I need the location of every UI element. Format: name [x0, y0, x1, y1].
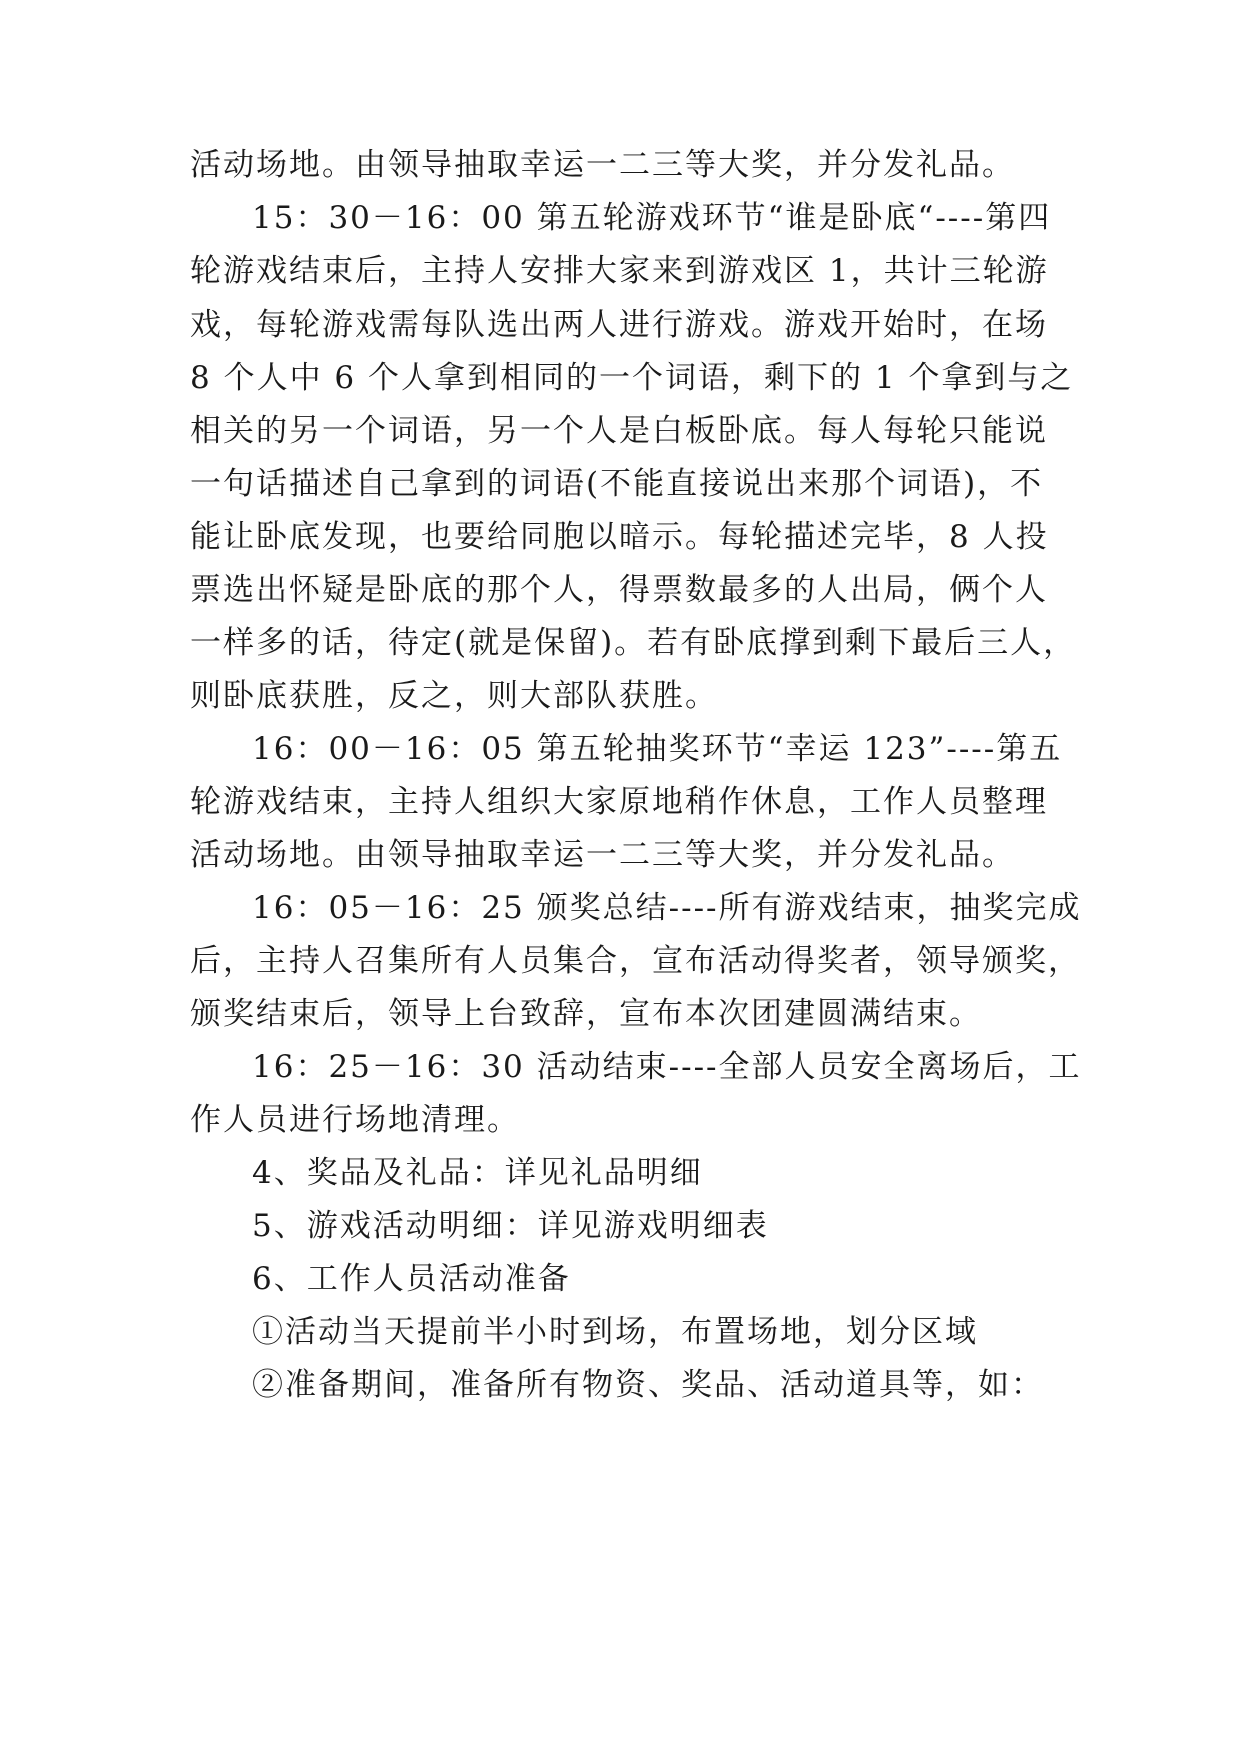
text-line-22: 6、工作人员活动准备: [252, 1261, 571, 1297]
text-line-23: ①活动当天提前半小时到场，布置场地，划分区域: [252, 1314, 978, 1350]
text-line-2: 15：30－16：00 第五轮游戏环节“谁是卧底“----第四: [252, 200, 1052, 236]
text-line-16: 后，主持人召集所有人员集合，宣布活动得奖者，领导颁奖，: [190, 943, 1081, 979]
text-line-18: 16：25－16：30 活动结束----全部人员安全离场后，工: [252, 1049, 1082, 1085]
text-line-3: 轮游戏结束后，主持人安排大家来到游戏区 1，共计三轮游: [190, 253, 1049, 289]
text-line-13: 轮游戏结束，主持人组织大家原地稍作休息，工作人员整理: [190, 784, 1048, 820]
text-line-5: 8 个人中 6 个人拿到相同的一个词语，剩下的 1 个拿到与之: [190, 360, 1074, 396]
text-line-20: 4、奖品及礼品：详见礼品明细: [252, 1155, 703, 1191]
text-line-6: 相关的另一个词语，另一个人是白板卧底。每人每轮只能说: [190, 413, 1048, 449]
text-line-11: 则卧底获胜，反之，则大部队获胜。: [190, 678, 718, 714]
text-line-21: 5、游戏活动明细：详见游戏明细表: [252, 1208, 769, 1244]
text-line-8: 能让卧底发现，也要给同胞以暗示。每轮描述完毕，8 人投: [190, 519, 1049, 555]
text-line-17: 颁奖结束后，领导上台致辞，宣布本次团建圆满结束。: [190, 996, 982, 1032]
text-line-1: 活动场地。由领导抽取幸运一二三等大奖，并分发礼品。: [190, 147, 1015, 183]
text-line-4: 戏，每轮游戏需每队选出两人进行游戏。游戏开始时，在场: [190, 307, 1048, 343]
text-line-14: 活动场地。由领导抽取幸运一二三等大奖，并分发礼品。: [190, 837, 1015, 873]
text-line-12: 16：00－16：05 第五轮抽奖环节“幸运 123”----第五: [252, 731, 1063, 767]
text-line-9: 票选出怀疑是卧底的那个人，得票数最多的人出局，俩个人: [190, 572, 1048, 608]
text-line-7: 一句话描述自己拿到的词语(不能直接说出来那个词语)，不: [190, 466, 1044, 502]
text-line-15: 16：05－16：25 颁奖总结----所有游戏结束，抽奖完成: [252, 890, 1082, 926]
text-line-24: ②准备期间，准备所有物资、奖品、活动道具等，如：: [252, 1367, 1044, 1403]
text-line-19: 作人员进行场地清理。: [190, 1102, 520, 1138]
text-line-10: 一样多的话，待定(就是保留)。若有卧底撑到剩下最后三人，: [190, 625, 1077, 661]
